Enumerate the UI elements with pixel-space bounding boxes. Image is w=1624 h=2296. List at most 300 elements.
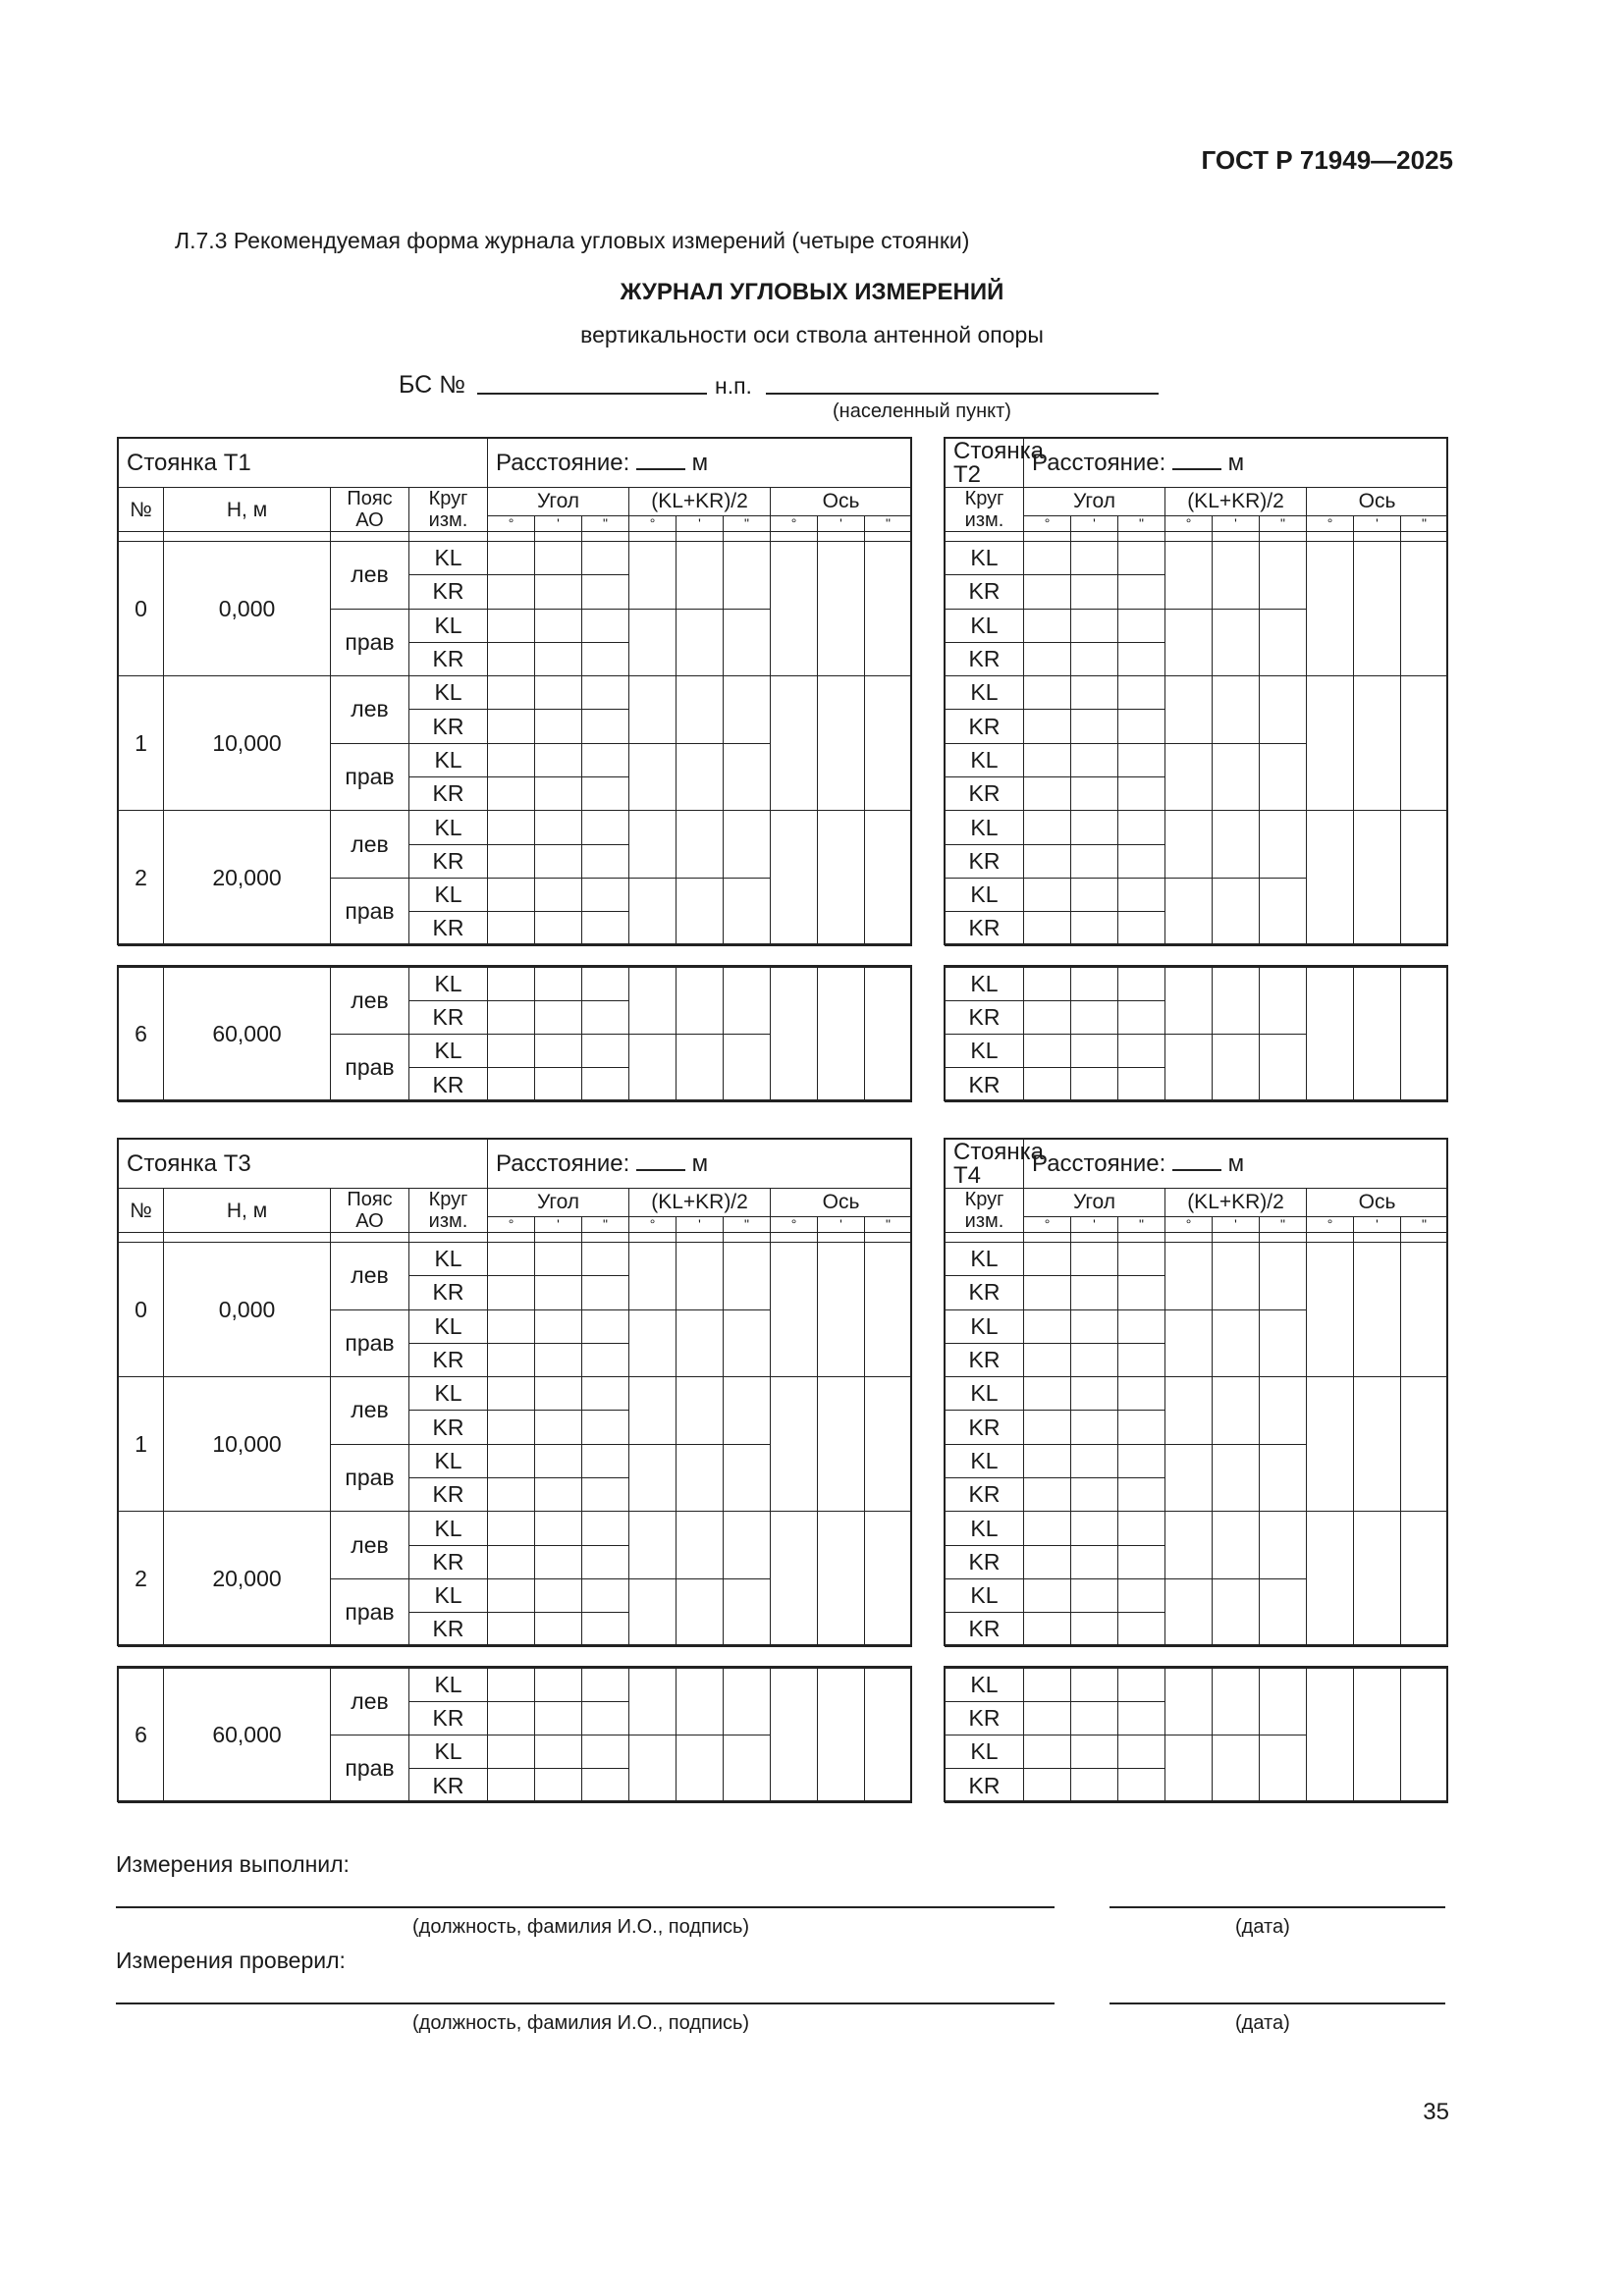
angle-input-cell[interactable]	[1118, 878, 1165, 911]
angle-input-cell[interactable]	[1071, 878, 1118, 911]
mean-input-cell[interactable]	[629, 967, 677, 1035]
mean-input-cell[interactable]	[724, 743, 771, 811]
mean-input-cell[interactable]	[1213, 1309, 1260, 1377]
angle-input-cell[interactable]	[1118, 1735, 1165, 1769]
angle-input-cell[interactable]	[1118, 1578, 1165, 1612]
angle-input-cell[interactable]	[582, 1309, 629, 1343]
angle-input-cell[interactable]	[1118, 710, 1165, 743]
angle-input-cell[interactable]	[535, 1444, 582, 1477]
angle-input-cell[interactable]	[1071, 777, 1118, 811]
angle-input-cell[interactable]	[1118, 1343, 1165, 1376]
mean-input-cell[interactable]	[677, 1444, 724, 1512]
angle-input-cell[interactable]	[1024, 710, 1071, 743]
angle-input-cell[interactable]	[1024, 1769, 1071, 1802]
angle-input-cell[interactable]	[582, 1512, 629, 1545]
angle-input-cell[interactable]	[1118, 777, 1165, 811]
angle-input-cell[interactable]	[1024, 1068, 1071, 1101]
angle-input-cell[interactable]	[1071, 1545, 1118, 1578]
angle-input-cell[interactable]	[582, 1769, 629, 1802]
axis-input-cell[interactable]	[1401, 1512, 1448, 1646]
mean-input-cell[interactable]	[1260, 1512, 1307, 1579]
mean-input-cell[interactable]	[629, 1035, 677, 1102]
angle-input-cell[interactable]	[535, 542, 582, 575]
angle-input-cell[interactable]	[488, 1276, 535, 1309]
axis-input-cell[interactable]	[818, 967, 865, 1101]
axis-input-cell[interactable]	[1401, 676, 1448, 811]
angle-input-cell[interactable]	[1024, 1735, 1071, 1769]
angle-input-cell[interactable]	[488, 844, 535, 878]
mean-input-cell[interactable]	[1213, 1243, 1260, 1310]
angle-input-cell[interactable]	[1118, 542, 1165, 575]
axis-input-cell[interactable]	[865, 1243, 912, 1377]
angle-input-cell[interactable]	[582, 1578, 629, 1612]
angle-input-cell[interactable]	[582, 743, 629, 776]
mean-input-cell[interactable]	[629, 743, 677, 811]
mean-input-cell[interactable]	[1260, 1578, 1307, 1646]
angle-input-cell[interactable]	[1118, 844, 1165, 878]
angle-input-cell[interactable]	[1071, 1735, 1118, 1769]
axis-input-cell[interactable]	[771, 676, 818, 811]
angle-input-cell[interactable]	[1071, 1276, 1118, 1309]
angle-input-cell[interactable]	[488, 1411, 535, 1444]
angle-input-cell[interactable]	[1024, 1243, 1071, 1276]
axis-input-cell[interactable]	[1354, 542, 1401, 676]
axis-input-cell[interactable]	[1307, 967, 1354, 1101]
angle-input-cell[interactable]	[488, 575, 535, 609]
angle-input-cell[interactable]	[1024, 575, 1071, 609]
mean-input-cell[interactable]	[1165, 1444, 1213, 1512]
axis-input-cell[interactable]	[1354, 1512, 1401, 1646]
mean-input-cell[interactable]	[677, 1035, 724, 1102]
angle-input-cell[interactable]	[1071, 542, 1118, 575]
angle-input-cell[interactable]	[535, 912, 582, 945]
mean-input-cell[interactable]	[629, 1309, 677, 1377]
angle-input-cell[interactable]	[1024, 1343, 1071, 1376]
angle-input-cell[interactable]	[488, 1343, 535, 1376]
angle-input-cell[interactable]	[582, 542, 629, 575]
mean-input-cell[interactable]	[629, 1377, 677, 1445]
mean-input-cell[interactable]	[629, 676, 677, 744]
angle-input-cell[interactable]	[535, 1701, 582, 1735]
axis-input-cell[interactable]	[1307, 676, 1354, 811]
angle-input-cell[interactable]	[1024, 967, 1071, 1000]
angle-input-cell[interactable]	[1024, 609, 1071, 642]
angle-input-cell[interactable]	[582, 1068, 629, 1101]
angle-input-cell[interactable]	[488, 609, 535, 642]
mean-input-cell[interactable]	[629, 878, 677, 945]
angle-input-cell[interactable]	[582, 1545, 629, 1578]
axis-input-cell[interactable]	[1307, 1512, 1354, 1646]
mean-input-cell[interactable]	[1260, 1243, 1307, 1310]
mean-input-cell[interactable]	[724, 1578, 771, 1646]
mean-input-cell[interactable]	[1213, 1512, 1260, 1579]
angle-input-cell[interactable]	[1118, 676, 1165, 710]
angle-input-cell[interactable]	[582, 710, 629, 743]
mean-input-cell[interactable]	[1260, 676, 1307, 744]
mean-input-cell[interactable]	[1260, 542, 1307, 610]
mean-input-cell[interactable]	[724, 676, 771, 744]
mean-input-cell[interactable]	[1165, 811, 1213, 879]
angle-input-cell[interactable]	[1118, 1035, 1165, 1068]
angle-input-cell[interactable]	[1024, 1309, 1071, 1343]
axis-input-cell[interactable]	[865, 1668, 912, 1802]
angle-input-cell[interactable]	[582, 1035, 629, 1068]
mean-input-cell[interactable]	[629, 542, 677, 610]
angle-input-cell[interactable]	[1118, 1243, 1165, 1276]
mean-input-cell[interactable]	[629, 1444, 677, 1512]
angle-input-cell[interactable]	[582, 1243, 629, 1276]
angle-input-cell[interactable]	[1024, 1478, 1071, 1512]
mean-input-cell[interactable]	[1165, 676, 1213, 744]
angle-input-cell[interactable]	[1024, 642, 1071, 675]
angle-input-cell[interactable]	[488, 542, 535, 575]
angle-input-cell[interactable]	[1118, 1668, 1165, 1701]
axis-input-cell[interactable]	[1401, 1668, 1448, 1802]
mean-input-cell[interactable]	[1260, 1035, 1307, 1102]
axis-input-cell[interactable]	[1401, 1243, 1448, 1377]
angle-input-cell[interactable]	[1024, 743, 1071, 776]
angle-input-cell[interactable]	[582, 609, 629, 642]
mean-input-cell[interactable]	[1260, 1444, 1307, 1512]
mean-input-cell[interactable]	[677, 1735, 724, 1803]
angle-input-cell[interactable]	[535, 1411, 582, 1444]
angle-input-cell[interactable]	[535, 967, 582, 1000]
angle-input-cell[interactable]	[1118, 1377, 1165, 1411]
axis-input-cell[interactable]	[1401, 811, 1448, 945]
angle-input-cell[interactable]	[1118, 1000, 1165, 1034]
mean-input-cell[interactable]	[1165, 1668, 1213, 1735]
mean-input-cell[interactable]	[1260, 743, 1307, 811]
axis-input-cell[interactable]	[1307, 1377, 1354, 1512]
angle-input-cell[interactable]	[1118, 1701, 1165, 1735]
angle-input-cell[interactable]	[1024, 1578, 1071, 1612]
axis-input-cell[interactable]	[771, 967, 818, 1101]
angle-input-cell[interactable]	[582, 1276, 629, 1309]
angle-input-cell[interactable]	[1118, 1309, 1165, 1343]
angle-input-cell[interactable]	[535, 1343, 582, 1376]
angle-input-cell[interactable]	[1118, 912, 1165, 945]
mean-input-cell[interactable]	[1260, 609, 1307, 676]
angle-input-cell[interactable]	[535, 609, 582, 642]
angle-input-cell[interactable]	[1118, 575, 1165, 609]
angle-input-cell[interactable]	[1071, 1035, 1118, 1068]
angle-input-cell[interactable]	[535, 844, 582, 878]
mean-input-cell[interactable]	[1165, 542, 1213, 610]
axis-input-cell[interactable]	[1401, 1377, 1448, 1512]
angle-input-cell[interactable]	[582, 1478, 629, 1512]
angle-input-cell[interactable]	[1118, 642, 1165, 675]
angle-input-cell[interactable]	[488, 811, 535, 844]
angle-input-cell[interactable]	[1024, 1512, 1071, 1545]
angle-input-cell[interactable]	[1071, 710, 1118, 743]
angle-input-cell[interactable]	[582, 1701, 629, 1735]
mean-input-cell[interactable]	[629, 811, 677, 879]
angle-input-cell[interactable]	[582, 1343, 629, 1376]
mean-input-cell[interactable]	[677, 1309, 724, 1377]
angle-input-cell[interactable]	[488, 710, 535, 743]
mean-input-cell[interactable]	[1260, 878, 1307, 945]
mean-input-cell[interactable]	[1165, 743, 1213, 811]
angle-input-cell[interactable]	[1024, 912, 1071, 945]
mean-input-cell[interactable]	[1260, 1377, 1307, 1445]
mean-input-cell[interactable]	[724, 1512, 771, 1579]
axis-input-cell[interactable]	[818, 542, 865, 676]
angle-input-cell[interactable]	[1071, 1512, 1118, 1545]
mean-input-cell[interactable]	[677, 542, 724, 610]
angle-input-cell[interactable]	[1071, 1444, 1118, 1477]
angle-input-cell[interactable]	[535, 575, 582, 609]
mean-input-cell[interactable]	[1213, 811, 1260, 879]
mean-input-cell[interactable]	[629, 1735, 677, 1803]
mean-input-cell[interactable]	[1165, 1243, 1213, 1310]
mean-input-cell[interactable]	[724, 609, 771, 676]
angle-input-cell[interactable]	[582, 878, 629, 911]
angle-input-cell[interactable]	[488, 912, 535, 945]
mean-input-cell[interactable]	[629, 1512, 677, 1579]
angle-input-cell[interactable]	[1024, 1377, 1071, 1411]
angle-input-cell[interactable]	[535, 710, 582, 743]
angle-input-cell[interactable]	[1071, 609, 1118, 642]
angle-input-cell[interactable]	[1118, 1276, 1165, 1309]
mean-input-cell[interactable]	[1165, 1309, 1213, 1377]
mean-input-cell[interactable]	[629, 1578, 677, 1646]
angle-input-cell[interactable]	[488, 1478, 535, 1512]
mean-input-cell[interactable]	[677, 743, 724, 811]
angle-input-cell[interactable]	[1024, 1276, 1071, 1309]
mean-input-cell[interactable]	[629, 1243, 677, 1310]
axis-input-cell[interactable]	[1401, 542, 1448, 676]
angle-input-cell[interactable]	[582, 1377, 629, 1411]
angle-input-cell[interactable]	[535, 1309, 582, 1343]
angle-input-cell[interactable]	[535, 811, 582, 844]
angle-input-cell[interactable]	[582, 1613, 629, 1646]
angle-input-cell[interactable]	[1118, 1545, 1165, 1578]
angle-input-cell[interactable]	[582, 912, 629, 945]
angle-input-cell[interactable]	[1024, 1668, 1071, 1701]
mean-input-cell[interactable]	[724, 1243, 771, 1310]
axis-input-cell[interactable]	[818, 1243, 865, 1377]
angle-input-cell[interactable]	[582, 1668, 629, 1701]
angle-input-cell[interactable]	[488, 1668, 535, 1701]
mean-input-cell[interactable]	[1213, 1668, 1260, 1735]
angle-input-cell[interactable]	[1071, 1478, 1118, 1512]
angle-input-cell[interactable]	[535, 1377, 582, 1411]
angle-input-cell[interactable]	[1118, 609, 1165, 642]
axis-input-cell[interactable]	[1307, 542, 1354, 676]
angle-input-cell[interactable]	[1024, 878, 1071, 911]
angle-input-cell[interactable]	[535, 743, 582, 776]
angle-input-cell[interactable]	[488, 967, 535, 1000]
angle-input-cell[interactable]	[582, 1444, 629, 1477]
mean-input-cell[interactable]	[724, 1309, 771, 1377]
mean-input-cell[interactable]	[724, 878, 771, 945]
angle-input-cell[interactable]	[582, 1735, 629, 1769]
angle-input-cell[interactable]	[1118, 1478, 1165, 1512]
mean-input-cell[interactable]	[1165, 967, 1213, 1035]
angle-input-cell[interactable]	[582, 844, 629, 878]
axis-input-cell[interactable]	[865, 811, 912, 945]
angle-input-cell[interactable]	[1118, 743, 1165, 776]
angle-input-cell[interactable]	[1071, 1411, 1118, 1444]
angle-input-cell[interactable]	[1071, 743, 1118, 776]
angle-input-cell[interactable]	[535, 1243, 582, 1276]
mean-input-cell[interactable]	[724, 811, 771, 879]
axis-input-cell[interactable]	[865, 967, 912, 1101]
mean-input-cell[interactable]	[1165, 1735, 1213, 1803]
angle-input-cell[interactable]	[488, 777, 535, 811]
mean-input-cell[interactable]	[724, 1444, 771, 1512]
angle-input-cell[interactable]	[535, 1545, 582, 1578]
mean-input-cell[interactable]	[1165, 1512, 1213, 1579]
axis-input-cell[interactable]	[771, 542, 818, 676]
angle-input-cell[interactable]	[1071, 1343, 1118, 1376]
mean-input-cell[interactable]	[677, 967, 724, 1035]
axis-input-cell[interactable]	[818, 1512, 865, 1646]
axis-input-cell[interactable]	[818, 1377, 865, 1512]
angle-input-cell[interactable]	[582, 777, 629, 811]
axis-input-cell[interactable]	[1307, 811, 1354, 945]
angle-input-cell[interactable]	[535, 676, 582, 710]
angle-input-cell[interactable]	[488, 676, 535, 710]
angle-input-cell[interactable]	[1118, 1613, 1165, 1646]
angle-input-cell[interactable]	[535, 777, 582, 811]
angle-input-cell[interactable]	[1071, 1068, 1118, 1101]
angle-input-cell[interactable]	[488, 1545, 535, 1578]
angle-input-cell[interactable]	[1071, 844, 1118, 878]
axis-input-cell[interactable]	[1307, 1243, 1354, 1377]
axis-input-cell[interactable]	[865, 1512, 912, 1646]
angle-input-cell[interactable]	[488, 642, 535, 675]
mean-input-cell[interactable]	[1213, 967, 1260, 1035]
angle-input-cell[interactable]	[535, 1512, 582, 1545]
axis-input-cell[interactable]	[1401, 967, 1448, 1101]
mean-input-cell[interactable]	[724, 967, 771, 1035]
mean-input-cell[interactable]	[1165, 1377, 1213, 1445]
angle-input-cell[interactable]	[1024, 542, 1071, 575]
angle-input-cell[interactable]	[582, 642, 629, 675]
mean-input-cell[interactable]	[1213, 676, 1260, 744]
mean-input-cell[interactable]	[677, 1512, 724, 1579]
angle-input-cell[interactable]	[488, 1377, 535, 1411]
angle-input-cell[interactable]	[488, 1035, 535, 1068]
angle-input-cell[interactable]	[1071, 1701, 1118, 1735]
angle-input-cell[interactable]	[1071, 1613, 1118, 1646]
angle-input-cell[interactable]	[1118, 1769, 1165, 1802]
angle-input-cell[interactable]	[488, 878, 535, 911]
mean-input-cell[interactable]	[1260, 811, 1307, 879]
mean-input-cell[interactable]	[629, 609, 677, 676]
angle-input-cell[interactable]	[1118, 1444, 1165, 1477]
angle-input-cell[interactable]	[488, 1243, 535, 1276]
angle-input-cell[interactable]	[1024, 777, 1071, 811]
angle-input-cell[interactable]	[535, 1068, 582, 1101]
axis-input-cell[interactable]	[1354, 1243, 1401, 1377]
axis-input-cell[interactable]	[1354, 811, 1401, 945]
axis-input-cell[interactable]	[865, 1377, 912, 1512]
mean-input-cell[interactable]	[1213, 1444, 1260, 1512]
mean-input-cell[interactable]	[1213, 542, 1260, 610]
angle-input-cell[interactable]	[535, 1578, 582, 1612]
mean-input-cell[interactable]	[1260, 1309, 1307, 1377]
angle-input-cell[interactable]	[582, 676, 629, 710]
angle-input-cell[interactable]	[535, 1000, 582, 1034]
mean-input-cell[interactable]	[1213, 1377, 1260, 1445]
axis-input-cell[interactable]	[1354, 1668, 1401, 1802]
angle-input-cell[interactable]	[1071, 575, 1118, 609]
angle-input-cell[interactable]	[1024, 1545, 1071, 1578]
mean-input-cell[interactable]	[1213, 609, 1260, 676]
angle-input-cell[interactable]	[1024, 1035, 1071, 1068]
mean-input-cell[interactable]	[1213, 1035, 1260, 1102]
angle-input-cell[interactable]	[488, 1578, 535, 1612]
mean-input-cell[interactable]	[1260, 967, 1307, 1035]
mean-input-cell[interactable]	[677, 1243, 724, 1310]
angle-input-cell[interactable]	[1024, 1411, 1071, 1444]
angle-input-cell[interactable]	[582, 575, 629, 609]
mean-input-cell[interactable]	[677, 878, 724, 945]
angle-input-cell[interactable]	[488, 1000, 535, 1034]
angle-input-cell[interactable]	[1118, 1068, 1165, 1101]
mean-input-cell[interactable]	[677, 1668, 724, 1735]
angle-input-cell[interactable]	[1118, 967, 1165, 1000]
mean-input-cell[interactable]	[1260, 1668, 1307, 1735]
mean-input-cell[interactable]	[1165, 609, 1213, 676]
angle-input-cell[interactable]	[1071, 1578, 1118, 1612]
angle-input-cell[interactable]	[1118, 1512, 1165, 1545]
angle-input-cell[interactable]	[535, 1668, 582, 1701]
axis-input-cell[interactable]	[771, 811, 818, 945]
angle-input-cell[interactable]	[535, 1276, 582, 1309]
axis-input-cell[interactable]	[1354, 1377, 1401, 1512]
angle-input-cell[interactable]	[488, 1068, 535, 1101]
angle-input-cell[interactable]	[1071, 642, 1118, 675]
axis-input-cell[interactable]	[1354, 676, 1401, 811]
axis-input-cell[interactable]	[771, 1668, 818, 1802]
mean-input-cell[interactable]	[677, 811, 724, 879]
mean-input-cell[interactable]	[1260, 1735, 1307, 1803]
mean-input-cell[interactable]	[724, 1035, 771, 1102]
angle-input-cell[interactable]	[535, 1769, 582, 1802]
angle-input-cell[interactable]	[535, 642, 582, 675]
mean-input-cell[interactable]	[677, 1578, 724, 1646]
angle-input-cell[interactable]	[488, 1769, 535, 1802]
angle-input-cell[interactable]	[1024, 1444, 1071, 1477]
mean-input-cell[interactable]	[1165, 1035, 1213, 1102]
mean-input-cell[interactable]	[1213, 1735, 1260, 1803]
angle-input-cell[interactable]	[1071, 1377, 1118, 1411]
mean-input-cell[interactable]	[724, 1668, 771, 1735]
angle-input-cell[interactable]	[1118, 811, 1165, 844]
angle-input-cell[interactable]	[1071, 1309, 1118, 1343]
angle-input-cell[interactable]	[1071, 811, 1118, 844]
mean-input-cell[interactable]	[677, 1377, 724, 1445]
mean-input-cell[interactable]	[1213, 743, 1260, 811]
mean-input-cell[interactable]	[1213, 878, 1260, 945]
angle-input-cell[interactable]	[488, 1701, 535, 1735]
angle-input-cell[interactable]	[1071, 1243, 1118, 1276]
angle-input-cell[interactable]	[1024, 676, 1071, 710]
angle-input-cell[interactable]	[488, 1444, 535, 1477]
axis-input-cell[interactable]	[818, 676, 865, 811]
axis-input-cell[interactable]	[865, 676, 912, 811]
mean-input-cell[interactable]	[1213, 1578, 1260, 1646]
mean-input-cell[interactable]	[677, 676, 724, 744]
mean-input-cell[interactable]	[629, 1668, 677, 1735]
axis-input-cell[interactable]	[771, 1377, 818, 1512]
angle-input-cell[interactable]	[535, 1035, 582, 1068]
angle-input-cell[interactable]	[582, 1411, 629, 1444]
axis-input-cell[interactable]	[771, 1512, 818, 1646]
